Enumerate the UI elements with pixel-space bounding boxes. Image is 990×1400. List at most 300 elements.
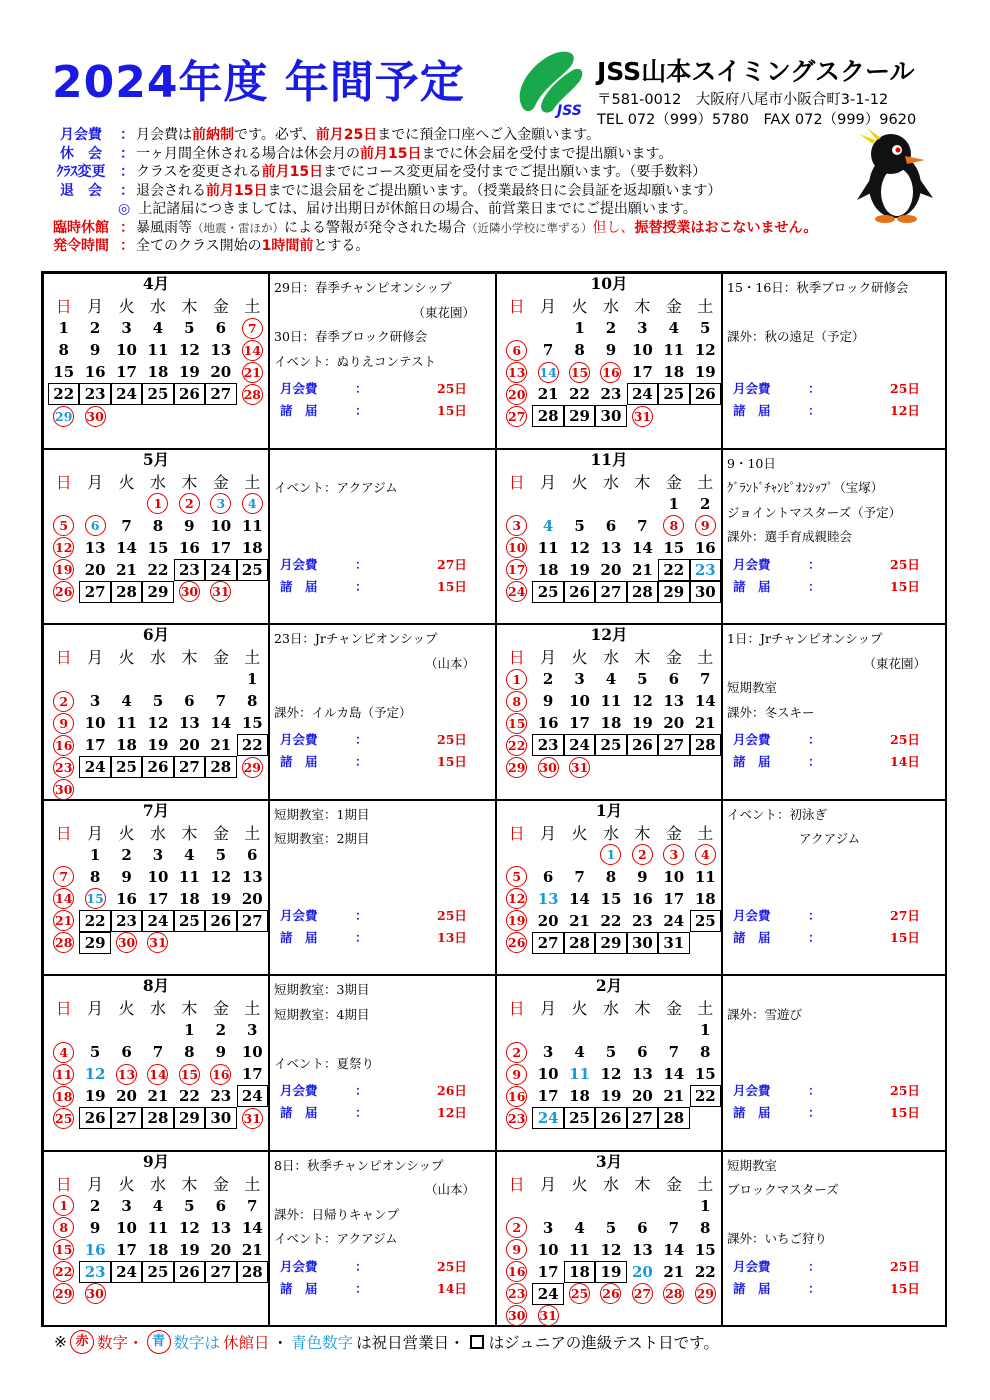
weekday-header: 木 <box>181 297 198 316</box>
closed-day-circle: 14 <box>538 362 559 383</box>
day-cell: 17 <box>569 714 590 732</box>
weekday-header: 月 <box>87 1174 104 1194</box>
day-cell <box>564 756 595 778</box>
day-cell: 22 <box>48 383 79 405</box>
day-cell <box>658 1195 689 1217</box>
day-cell: 24 <box>663 911 685 930</box>
day-cell: 13 <box>210 341 232 359</box>
event-line: ブロックマスターズ <box>727 1182 839 1197</box>
day-cell: 29 <box>564 405 595 427</box>
day-cell <box>142 932 173 954</box>
fee-label: 月会費 <box>280 1258 318 1274</box>
fee-colon: ： <box>355 929 368 945</box>
fee-block <box>280 378 493 422</box>
closed-day-circle: 29 <box>695 1283 716 1304</box>
fee-label: 諸 届 <box>280 929 318 945</box>
day-cell <box>564 493 595 515</box>
day-cell: 26 <box>627 734 658 756</box>
closed-day-circle: 9 <box>506 1064 527 1085</box>
day-cell <box>79 405 110 427</box>
weekday-header: 火 <box>571 297 588 316</box>
day-cell: 21 <box>147 1087 169 1105</box>
closed-day-circle: 3 <box>210 493 231 514</box>
day-cell <box>501 405 532 427</box>
day-cell: 8 <box>700 1218 711 1237</box>
event-line <box>274 1027 493 1052</box>
day-cell <box>501 888 532 910</box>
day-cell: 26 <box>564 581 595 603</box>
event-line: （山本） <box>424 655 475 671</box>
notice-text <box>138 200 924 219</box>
notice-mark: ◎ <box>118 201 131 217</box>
weekday-header: 火 <box>118 823 135 843</box>
weekday-header: 水 <box>602 472 619 492</box>
fee-colon: ： <box>808 754 821 769</box>
day-cell: 25 <box>142 1261 173 1283</box>
day-cell: 15 <box>663 538 685 557</box>
event-line: 8日：秋季チャンピオンシップ <box>274 1157 444 1173</box>
month-info-7月 <box>269 800 496 976</box>
day-cell <box>111 1063 142 1085</box>
day-cell: 14 <box>694 692 716 710</box>
fee-label: 月会費 <box>733 1083 771 1098</box>
day-cell <box>501 1305 532 1327</box>
day-cell <box>174 932 205 954</box>
closed-day-circle: 26 <box>53 581 74 602</box>
day-cell <box>48 559 79 581</box>
day-cell <box>48 1239 79 1261</box>
day-cell: 2 <box>215 1021 227 1039</box>
weekday-header: 日 <box>55 648 72 667</box>
legend-text-7: はジュニアの進級テスト日です。 <box>488 1334 719 1352</box>
day-cell <box>237 361 268 383</box>
day-cell: 17 <box>116 1240 137 1259</box>
fee-row <box>733 751 944 773</box>
notice-row <box>44 219 924 238</box>
month-info-6月 <box>269 624 496 800</box>
day-cell <box>111 405 142 427</box>
notice-text-part: 全てのクラス開始の <box>136 238 262 254</box>
day-cell: 7 <box>121 516 132 535</box>
day-cell: 22 <box>690 1085 721 1107</box>
day-cell <box>237 581 268 603</box>
day-cell: 21 <box>694 714 716 732</box>
fee-row <box>733 927 944 949</box>
day-cell <box>595 756 626 778</box>
day-cell: 7 <box>574 867 585 886</box>
day-cell <box>205 668 236 690</box>
closed-day-circle: 4 <box>695 844 716 865</box>
weekday-header: 火 <box>571 472 588 492</box>
event-line: （東花園） <box>412 304 475 320</box>
day-cell <box>564 844 595 866</box>
day-cell <box>690 932 721 954</box>
day-cell: 2 <box>700 494 711 513</box>
day-cell <box>205 932 236 954</box>
day-cell <box>111 1019 142 1041</box>
day-cell <box>48 493 79 515</box>
weekday-header: 日 <box>55 1174 72 1194</box>
day-cell: 8 <box>605 867 617 886</box>
weekday-header: 水 <box>602 1174 619 1194</box>
day-cell: 1 <box>574 319 585 337</box>
day-cell: 28 <box>237 1261 268 1283</box>
month-calendar-9月 <box>43 1151 269 1327</box>
fee-label: 諸 届 <box>280 1105 318 1120</box>
notice-label: 月会費 <box>60 127 102 143</box>
day-cell <box>205 405 236 427</box>
month-info-5月 <box>269 449 496 625</box>
event-list <box>727 978 944 1027</box>
day-cell <box>658 844 689 866</box>
fee-colon: ： <box>808 1280 821 1296</box>
day-cell: 2 <box>605 319 617 337</box>
weekday-header: 日 <box>508 297 525 316</box>
weekday-header: 金 <box>665 823 682 843</box>
day-cell: 2 <box>89 1196 101 1215</box>
day-cell: 13 <box>663 692 685 710</box>
notice-colon: ： <box>120 182 134 199</box>
fee-colon: ： <box>808 929 821 945</box>
day-cell <box>237 778 268 800</box>
day-cell: 25 <box>690 910 721 932</box>
closed-day-circle: 31 <box>210 581 231 602</box>
day-cell: 12 <box>210 867 232 886</box>
legend-red-circle: 赤 <box>70 1330 94 1354</box>
day-cell <box>237 317 268 339</box>
day-cell: 29 <box>658 581 689 603</box>
day-cell: 25 <box>111 756 142 778</box>
day-cell: 21 <box>537 385 559 403</box>
day-cell <box>174 581 205 603</box>
day-cell: 20 <box>600 560 622 579</box>
fee-colon: ： <box>808 381 821 396</box>
day-cell: 4 <box>121 692 132 710</box>
day-cell: 14 <box>116 538 137 557</box>
month-title: 7月 <box>142 800 170 820</box>
weekday-header: 水 <box>602 999 619 1018</box>
closed-day-circle: 31 <box>632 406 653 427</box>
weekday-header: 月 <box>87 823 104 843</box>
day-cell: 22 <box>658 559 689 581</box>
day-cell: 4 <box>668 319 680 337</box>
closed-day-circle: 15 <box>85 888 106 909</box>
day-cell <box>237 383 268 405</box>
day-table <box>48 645 268 800</box>
month-info-3月 <box>722 1151 947 1327</box>
legend-blue-circle: 青 <box>147 1330 171 1354</box>
weekday-header: 月 <box>540 472 557 492</box>
closed-day-circle: 5 <box>506 866 527 887</box>
day-cell: 5 <box>637 670 648 688</box>
day-cell: 7 <box>668 1218 680 1237</box>
day-cell: 7 <box>668 1043 680 1061</box>
fee-colon: ： <box>808 403 821 418</box>
day-cell: 10 <box>147 867 169 886</box>
fee-label: 月会費 <box>280 381 318 396</box>
day-cell: 11 <box>147 341 169 359</box>
weekday-header: 火 <box>571 1174 588 1194</box>
fee-row <box>733 1256 944 1278</box>
event-line: イベント：初泳ぎ <box>727 806 828 822</box>
day-cell: 8 <box>247 692 258 710</box>
day-cell: 7 <box>637 516 648 535</box>
month-info-4月 <box>269 273 496 449</box>
closed-day-circle: 30 <box>538 757 559 778</box>
closed-day-circle: 2 <box>53 691 74 712</box>
day-cell <box>501 1283 532 1305</box>
day-cell: 29 <box>595 932 626 954</box>
day-cell: 7 <box>152 1043 164 1061</box>
day-cell: 27 <box>532 932 563 954</box>
day-cell <box>48 1041 79 1063</box>
day-cell <box>501 1261 532 1283</box>
day-cell <box>48 1217 79 1239</box>
day-cell: 27 <box>79 581 110 603</box>
weekday-header: 金 <box>665 648 682 667</box>
weekday-header: 月 <box>87 999 104 1018</box>
closed-day-circle: 2 <box>632 844 653 865</box>
event-list <box>727 803 944 852</box>
day-cell <box>48 712 79 734</box>
fee-row <box>733 905 944 927</box>
day-table <box>48 1172 268 1305</box>
day-cell <box>237 1107 268 1129</box>
day-cell: 18 <box>147 1240 169 1259</box>
day-cell <box>174 1283 205 1305</box>
day-cell: 11 <box>116 714 137 732</box>
event-line: 29日：春季チャンピオンシップ <box>274 280 452 295</box>
notice-label: 休 会 <box>60 145 102 162</box>
month-calendar-8月 <box>43 975 269 1151</box>
day-cell <box>690 1305 721 1327</box>
closed-day-circle: 3 <box>506 515 527 536</box>
day-cell <box>48 756 79 778</box>
fee-row <box>280 729 493 751</box>
fee-colon: ： <box>808 732 821 747</box>
day-cell <box>237 1283 268 1305</box>
notice-text-part: 退会される <box>136 182 206 199</box>
fee-row <box>280 1278 493 1300</box>
month-days <box>48 294 268 427</box>
fee-block <box>280 905 493 949</box>
closed-day-circle: 31 <box>569 757 590 778</box>
day-cell: 15 <box>53 363 75 381</box>
notice-text <box>136 237 924 256</box>
day-cell: 14 <box>210 714 232 732</box>
day-cell: 23 <box>174 559 205 581</box>
closed-day-circle: 20 <box>506 384 527 405</box>
closed-day-circle: 16 <box>506 1261 527 1282</box>
event-list <box>274 452 493 501</box>
day-cell: 3 <box>121 1196 132 1215</box>
day-cell <box>690 405 721 427</box>
day-cell: 2 <box>121 845 132 864</box>
day-cell: 9 <box>89 1218 101 1237</box>
notice-row <box>44 200 924 219</box>
day-cell <box>48 1283 79 1305</box>
closed-day-circle: 15 <box>53 1239 74 1260</box>
day-cell <box>501 537 532 559</box>
month-calendar-2月 <box>496 975 722 1151</box>
day-cell <box>532 1305 563 1327</box>
day-cell <box>48 1085 79 1107</box>
notice-text-part: 前納制 <box>192 127 234 143</box>
weekday-header: 水 <box>149 297 166 316</box>
day-cell <box>501 581 532 603</box>
weekday-header: 金 <box>212 823 229 843</box>
notice-text-part: 1時間前 <box>261 238 314 254</box>
day-cell: 10 <box>116 1218 137 1237</box>
day-cell: 20 <box>631 1262 653 1281</box>
event-line: （山本） <box>424 1182 475 1197</box>
day-cell: 11 <box>694 867 716 886</box>
day-cell: 13 <box>241 867 263 886</box>
day-cell <box>205 1283 236 1305</box>
month-info-9月 <box>269 1151 496 1327</box>
fee-date: 15日 <box>890 1105 920 1120</box>
fee-row <box>733 729 944 751</box>
day-cell: 26 <box>79 1107 110 1129</box>
day-cell: 29 <box>174 1107 205 1129</box>
fee-label: 諸 届 <box>733 754 771 769</box>
day-cell: 19 <box>178 363 200 381</box>
day-cell: 25 <box>564 1107 595 1129</box>
fee-block <box>280 1256 493 1300</box>
event-line: 30日：春季ブロック研修会 <box>274 329 428 344</box>
day-cell: 3 <box>247 1021 258 1039</box>
day-cell <box>564 1283 595 1305</box>
fee-row <box>280 576 493 598</box>
event-line: 15・16日：秋季ブロック研修会 <box>727 280 909 295</box>
closed-day-circle: 13 <box>116 1064 137 1085</box>
fee-block <box>733 554 944 598</box>
day-cell: 8 <box>574 341 585 359</box>
day-cell <box>142 778 173 800</box>
closed-day-circle: 24 <box>506 581 527 602</box>
day-cell: 10 <box>241 1043 263 1061</box>
day-cell <box>142 1283 173 1305</box>
fee-block <box>733 1256 944 1300</box>
notice-row <box>44 163 924 182</box>
logo-text: JSS <box>557 103 582 118</box>
day-cell: 9 <box>121 867 132 886</box>
weekday-header: 土 <box>697 823 714 843</box>
notice-colon: ： <box>120 164 134 180</box>
day-cell: 22 <box>178 1087 200 1105</box>
day-cell: 1 <box>89 845 101 864</box>
day-cell <box>48 910 79 932</box>
day-cell: 8 <box>184 1043 195 1061</box>
closed-day-circle: 31 <box>538 1305 559 1326</box>
day-cell: 18 <box>694 889 716 908</box>
closed-day-circle: 15 <box>179 1064 200 1085</box>
event-line: 23日：Jrチャンピオンシップ <box>274 631 438 646</box>
day-cell: 18 <box>537 560 559 579</box>
day-cell: 8 <box>89 867 101 886</box>
day-cell <box>501 734 532 756</box>
fee-date: 27日 <box>890 907 920 923</box>
day-cell <box>532 756 563 778</box>
weekday-header: 月 <box>540 999 557 1018</box>
day-cell: 6 <box>215 319 227 337</box>
day-cell: 13 <box>537 889 559 908</box>
month-info-8月 <box>269 975 496 1151</box>
day-cell: 18 <box>569 1087 590 1105</box>
day-table <box>48 821 268 954</box>
notice-text-part: による警報が発令された場合 <box>284 219 466 236</box>
day-cell: 3 <box>89 692 101 710</box>
closed-day-circle: 14 <box>242 340 263 361</box>
day-cell: 27 <box>237 910 268 932</box>
notice-label: 退 会 <box>60 182 102 199</box>
school-address: 〒581-0012 大阪府八尾市小阪合町3-1-12 <box>597 92 889 108</box>
day-cell: 1 <box>247 670 258 688</box>
fee-label: 月会費 <box>733 556 771 572</box>
fee-date: 14日 <box>890 754 920 769</box>
day-cell <box>627 405 658 427</box>
fee-colon: ： <box>355 754 368 769</box>
closed-day-circle: 1 <box>600 844 621 865</box>
day-cell <box>501 668 532 690</box>
day-cell: 2 <box>89 319 101 337</box>
day-cell: 7 <box>247 1196 258 1215</box>
day-cell: 16 <box>84 1240 106 1259</box>
event-line <box>274 676 493 701</box>
fee-colon: ： <box>808 578 821 594</box>
day-cell: 23 <box>210 1087 232 1105</box>
day-cell: 6 <box>605 516 617 535</box>
day-table <box>501 470 721 603</box>
day-cell: 1 <box>700 1021 711 1039</box>
day-cell: 28 <box>658 1107 689 1129</box>
day-cell: 22 <box>147 560 169 579</box>
fee-label: 月会費 <box>733 732 771 747</box>
day-cell: 9 <box>637 867 648 886</box>
weekday-header: 火 <box>118 472 135 492</box>
month-days <box>501 996 721 1129</box>
month-days <box>501 1172 721 1327</box>
fee-label: 月会費 <box>280 1083 318 1098</box>
fee-date: 12日 <box>890 403 920 418</box>
fee-date: 25日 <box>437 732 467 747</box>
closed-day-circle: 28 <box>242 384 263 405</box>
day-cell: 20 <box>116 1087 137 1105</box>
notice-row <box>44 182 924 201</box>
month-title: 2月 <box>595 976 623 995</box>
month-title: 10月 <box>590 274 628 293</box>
day-cell <box>237 493 268 515</box>
notice-text-part: までに退会届をご提出願います。（授業最終日に会員証を返却願います） <box>267 182 722 199</box>
month-info-1月 <box>722 800 947 976</box>
event-list <box>274 803 493 852</box>
fee-label: 諸 届 <box>733 1105 771 1120</box>
month-days <box>48 470 268 603</box>
weekday-header: 木 <box>181 1174 198 1194</box>
day-cell <box>237 339 268 361</box>
closed-day-circle: 8 <box>663 515 684 536</box>
weekday-header: 月 <box>87 472 104 492</box>
day-cell <box>658 515 689 537</box>
closed-day-circle: 6 <box>85 515 106 536</box>
day-cell: 10 <box>537 1065 559 1083</box>
fee-label: 月会費 <box>280 732 318 747</box>
day-cell <box>205 778 236 800</box>
month-title: 4月 <box>142 274 170 293</box>
day-cell <box>48 1261 79 1283</box>
event-list <box>727 276 944 350</box>
fee-colon: ： <box>808 1258 821 1274</box>
